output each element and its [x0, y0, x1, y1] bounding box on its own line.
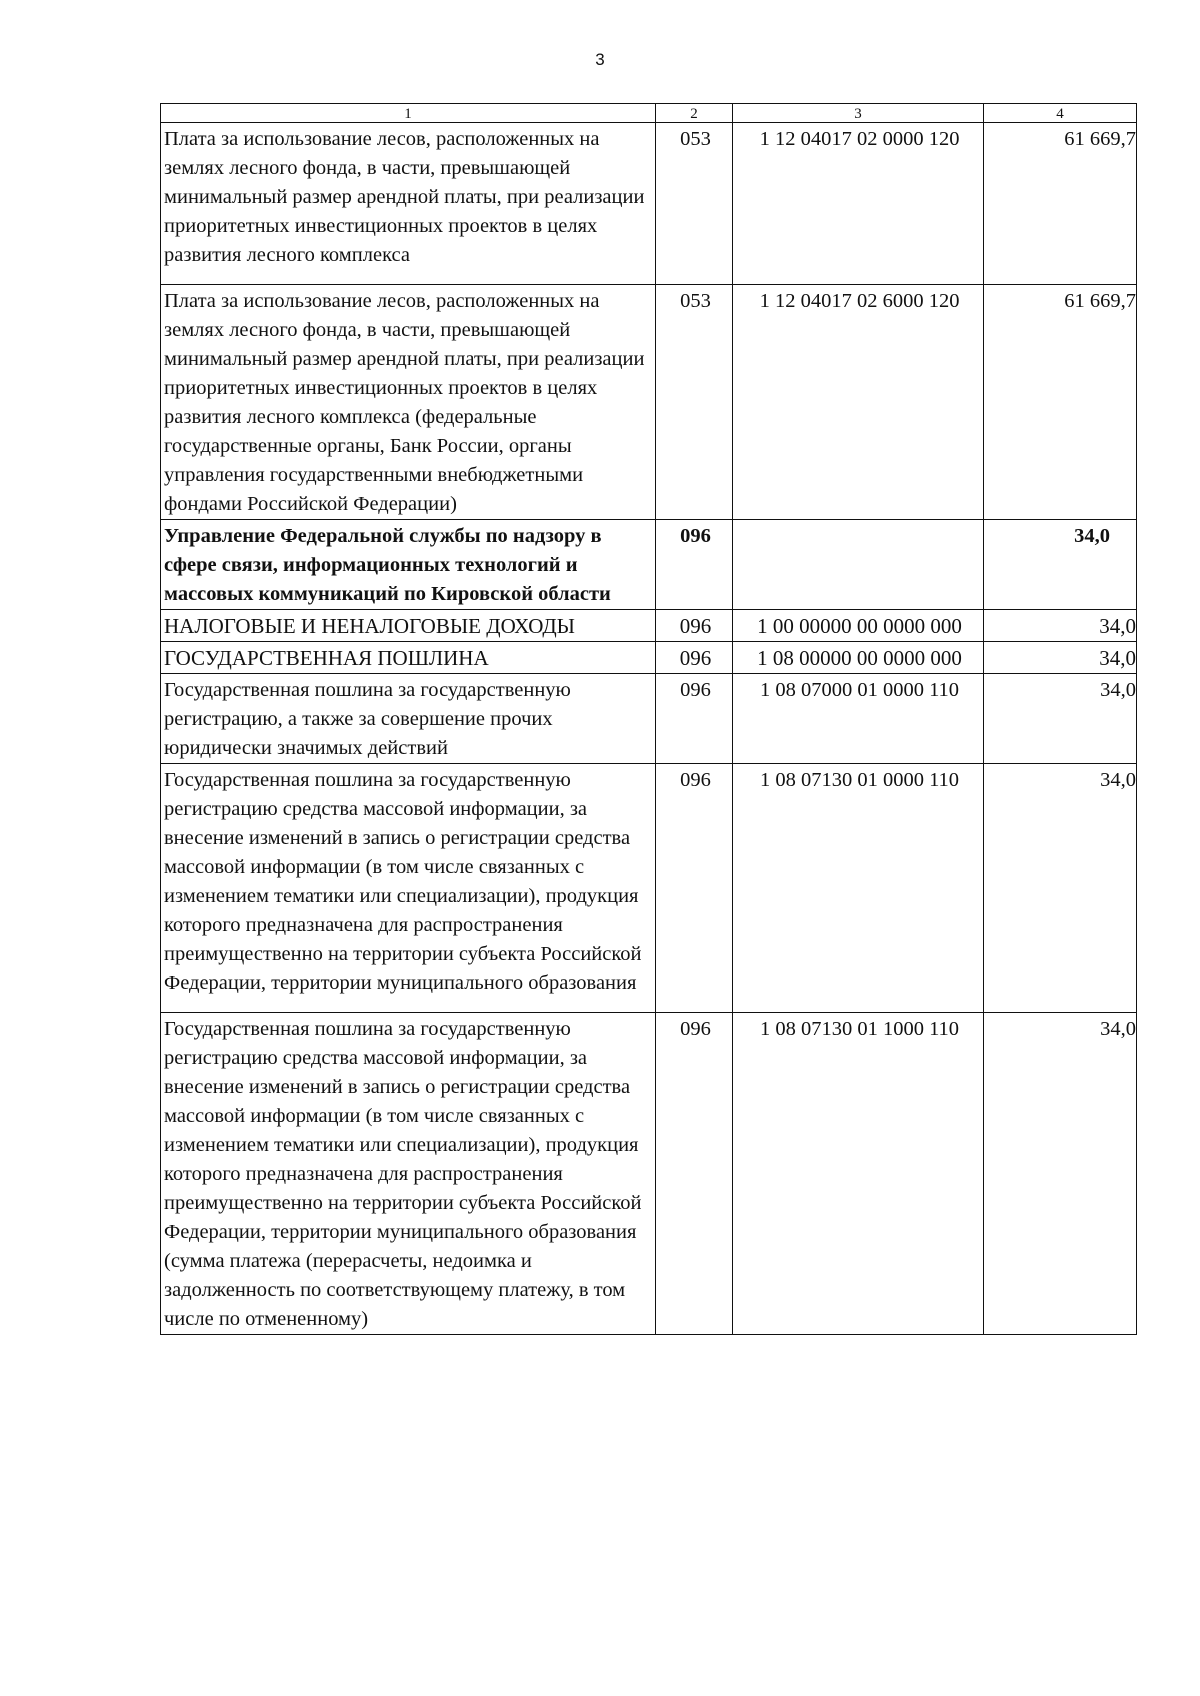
table-row-agency: [161, 520, 1137, 610]
admin-code-cell: 053: [656, 285, 733, 520]
revenue-name-cell: [161, 764, 656, 1013]
amount-cell: 61 669,7: [984, 285, 1137, 520]
admin-code-cell: 096: [656, 674, 733, 764]
budget-code-cell: 1 08 07130 01 1000 110: [733, 1013, 984, 1335]
admin-code-cell: 096: [656, 764, 733, 1013]
amount-cell: 34,0: [984, 764, 1137, 1013]
column-number-2: 2: [656, 104, 733, 123]
agency-name-cell: Управление Федеральной службы по надзору в сфере связи, информационных технологий и массовых коммуникаций по Кировской области: [161, 520, 656, 610]
budget-code-cell: 1 08 00000 00 0000 000: [733, 642, 984, 674]
table-row: [161, 1013, 1137, 1335]
revenue-name-cell: НАЛОГОВЫЕ И НЕНАЛОГОВЫЕ ДОХОДЫ: [161, 610, 656, 642]
admin-code-cell: 096: [656, 642, 733, 674]
amount-cell: 34,0: [984, 1013, 1137, 1335]
column-number-1: 1: [161, 104, 656, 123]
admin-code-cell: 096: [656, 520, 733, 610]
admin-code-cell: 053: [656, 123, 733, 285]
budget-code-cell: 1 08 07130 01 0000 110: [733, 764, 984, 1013]
amount-cell: 34,0: [984, 610, 1137, 642]
column-number-3: 3: [733, 104, 984, 123]
admin-code-cell: 096: [656, 610, 733, 642]
amount-cell: 61 669,7: [984, 123, 1137, 285]
revenue-name: Плата за использование лесов, расположенных на землях лесного фонда, в части, превышающей минимальный размер арендной платы, при реализации приоритетных инвестиционных проектов в целях развития лесного комплекса: [164, 128, 645, 266]
table-row: [161, 285, 1137, 520]
admin-code-cell: 096: [656, 1013, 733, 1335]
column-number-4: 4: [984, 104, 1137, 123]
table-row: [161, 674, 1137, 764]
budget-code-cell: 1 12 04017 02 0000 120: [733, 123, 984, 285]
budget-code-cell: 1 12 04017 02 6000 120: [733, 285, 984, 520]
revenue-name-cell: [161, 123, 656, 285]
revenue-name-cell: Государственная пошлина за государственную регистрацию, а также за совершение прочих юридически значимых действий: [161, 674, 656, 764]
table-row: [161, 610, 1137, 642]
revenue-name: Государственная пошлина за государственную регистрацию средства массовой информации, за внесение изменений в запись о регистрации средства массовой информации (в том числе связанных с изменением тематики или специализации), продукция которого предназначена для распространения преимущественно на территории субъекта Российской Федерации, территории муниципального образования: [164, 769, 642, 994]
revenue-name-cell: Плата за использование лесов, расположенных на землях лесного фонда, в части, превышающей минимальный размер арендной платы, при реализации приоритетных инвестиционных проектов в целях развития лесного комплекса (федеральные государственные органы, Банк России, органы управления государственными внебюджетными фондами Российской Федерации): [161, 285, 656, 520]
revenue-name-cell: Государственная пошлина за государственную регистрацию средства массовой информации, за внесение изменений в запись о регистрации средства массовой информации (в том числе связанных с изменением тематики или специализации), продукция которого предназначена для распространения преимущественно на территории субъекта Российской Федерации, территории муниципального образования (сумма платежа (перерасчеты, недоимка и задолженность по соответствующему платежу, в том числе по отмененному): [161, 1013, 656, 1335]
amount-cell: 34,0: [984, 642, 1137, 674]
table-row: [161, 642, 1137, 674]
budget-code-cell: 1 08 07000 01 0000 110: [733, 674, 984, 764]
revenue-name-cell: ГОСУДАРСТВЕННАЯ ПОШЛИНА: [161, 642, 656, 674]
table-row: [161, 764, 1137, 1013]
amount-cell: 34,0: [984, 520, 1137, 610]
revenue-table: [160, 103, 1137, 1335]
amount-cell: 34,0: [984, 674, 1137, 764]
table-header-row: [161, 104, 1137, 123]
budget-code-cell: 1 00 00000 00 0000 000: [733, 610, 984, 642]
table-row: [161, 123, 1137, 285]
page-number: 3: [595, 50, 605, 69]
budget-code-cell: [733, 520, 984, 610]
